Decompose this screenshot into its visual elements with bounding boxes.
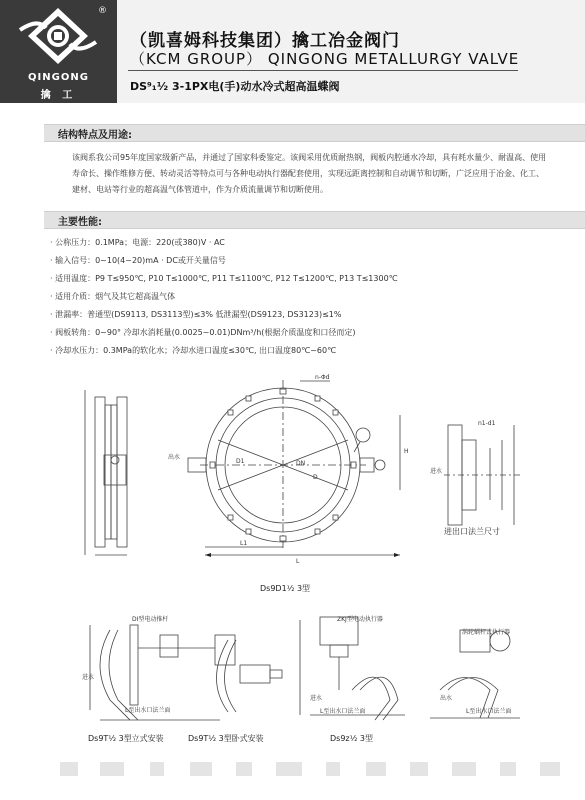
registered-mark: ®	[98, 6, 107, 16]
section-title-features: 结构特点及用途:	[58, 130, 132, 141]
section-title-performance: 主要性能:	[58, 217, 102, 228]
label-dn: DN	[296, 460, 306, 467]
spec-item: · 适用温度：P9 T≤950℃, P10 T≤1000℃, P11 T≤1100℃, P12 T≤1200℃, P13 T≤1300℃	[50, 274, 398, 283]
label-water-in-2: 进水	[82, 674, 95, 681]
company-title-chinese: （凯喜姆科技集团）擒工冶金阀门	[130, 31, 400, 51]
label-l-range-2: L至出水口法兰面	[320, 708, 366, 715]
sub-caption-ds9z: Ds9z¹⁄₂ 3型	[330, 734, 373, 743]
product-model-title: DS⁹₁¹⁄₂ 3-1PX电(手)动水冷式超高温蝶阀	[130, 80, 340, 93]
caption-main: Ds9D1¹⁄₂ 3型	[260, 584, 311, 593]
label-worm-actuator: 涡轮蜗杆式执行器	[462, 629, 511, 636]
footer-decoration	[0, 762, 585, 776]
spec-item: · 阀板转角：0~90° 冷却水消耗量(0.0025~0.01)DNm³/h(根据介质温度和口径而定)	[50, 328, 356, 337]
label-d: D	[313, 474, 318, 481]
sub-caption-vertical: Ds9T¹⁄₂ 3型立式安装	[88, 734, 164, 743]
label-l: L	[296, 558, 300, 565]
label-d1: D1	[236, 458, 245, 465]
label-l-range-1: L至出水口法兰面	[125, 707, 171, 714]
label-n-phi-d: n-Φd	[315, 374, 330, 381]
label-n1-d1: n1-d1	[478, 420, 496, 427]
sub-caption-horizontal: Ds9T¹⁄₂ 3型卧式安装	[188, 734, 264, 743]
label-h: H	[404, 448, 409, 455]
logo-chinese: 擒 工	[40, 90, 77, 101]
label-l-range-3: L至出水口法兰面	[466, 708, 512, 715]
logo-english: QINGONG	[28, 72, 89, 83]
label-water-in: 进水	[430, 468, 443, 475]
label-di-pushrod: DI型电动推杆	[132, 616, 169, 623]
label-zkj-actuator: ZKJ型电动执行器	[337, 616, 383, 623]
label-l1: L1	[240, 540, 248, 547]
spec-item: · 公称压力：0.1MPa；电源：220(或380)V · AC	[50, 238, 225, 247]
company-title-english: （KCM GROUP） QINGONG METALLURGY VALVE	[130, 50, 520, 68]
spec-item: · 适用介质：烟气及其它超高温气体	[50, 292, 176, 301]
label-water-in-3: 进水	[310, 695, 323, 702]
label-water-out: 出水	[168, 454, 181, 461]
spec-item: · 泄漏率：普通型(DS9113, DS3113型)≤3% 低泄漏型(DS9123, DS3123)≤1%	[50, 310, 342, 319]
label-water-out-3: 出水	[440, 695, 453, 702]
caption-flange: 进出口法兰尺寸	[444, 527, 500, 536]
features-text: 该阀系我公司95年度国家级新产品，并通过了国家科委鉴定。该阀采用优质耐热钢，阀板内腔通水冷却，具有耗水量少、耐温高、使用寿命长、操作维修方便、转动灵活等特点可与各种电动执行器配套使用，实现远距离控制和自动调节和切断，广泛应用于冶金、化工、建材、电站等行业的超高温气体管道中，作为介质流量调节和切断使用。	[72, 153, 547, 194]
spec-item: · 冷却水压力：0.3MPa的软化水；冷却水进口温度≤30℃, 出口温度80℃~60℃	[50, 346, 337, 355]
spec-item: · 输入信号：0~10(4~20)mA · DC或开关量信号	[50, 256, 226, 265]
